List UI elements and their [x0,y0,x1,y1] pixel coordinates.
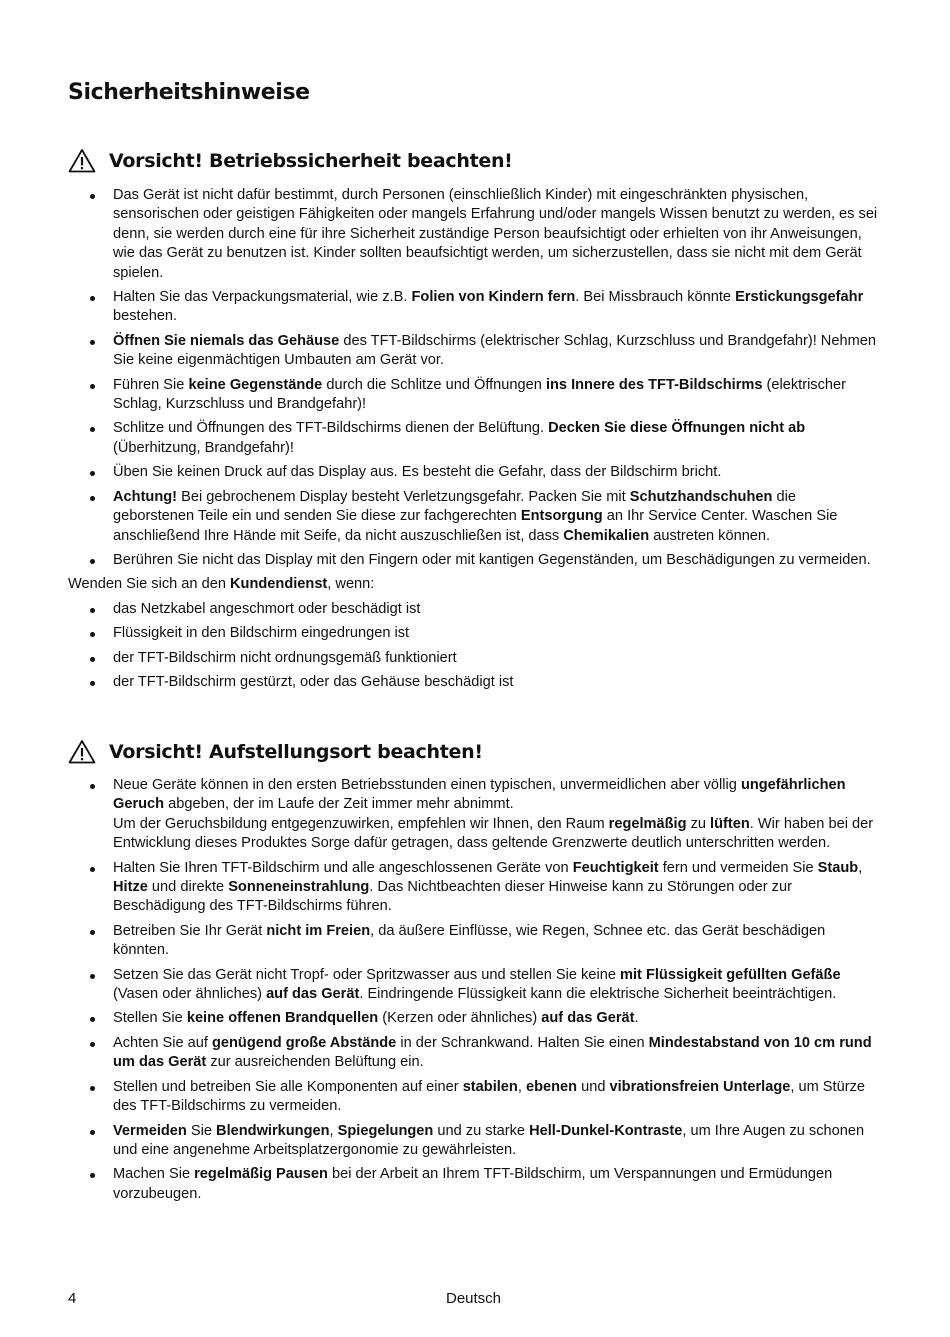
emphasis: nicht im Freien [266,922,371,939]
list-item: der TFT-Bildschirm gestürzt, oder das Gehäuse beschädigt ist [68,673,880,692]
list-item: Stellen Sie keine offenen Brandquellen (Kerzen oder ähnliches) auf das Gerät. [68,1009,880,1028]
warning-triangle-icon [68,148,96,173]
emphasis: Achtung! [113,488,178,505]
list-item: Vermeiden Sie Blendwirkungen, Spiegelungen und zu starke Hell-Dunkel-Kontraste, um Ihre Augen zu schonen und eine angenehme Arbeitsplatzergonomie zu gewährleisten. [68,1122,880,1161]
emphasis: keine offenen Brandquellen [186,1010,379,1027]
emphasis: Decken Sie diese Öffnungen nicht ab [548,420,806,437]
section-heading-installation-site [68,739,483,764]
emphasis: genügend große Abstände [211,1034,397,1051]
installation-list [68,776,880,1204]
list-item: Öffnen Sie niemals das Gehäuse des TFT-Bildschirms (elektrischer Schlag, Kurzschluss und Brandgefahr)! Nehmen Sie keine eigenmächtigen Umbauten am Gerät vor. [68,332,880,371]
emphasis: ebenen [525,1078,578,1095]
section-operating-safety [68,186,880,697]
list-item: Führen Sie keine Gegenstände durch die Schlitze und Öffnungen ins Innere des TFT-Bildschirms (elektrischer Schlag, Kurzschluss und Brandgefahr)! [68,376,880,415]
section-title: Vorsicht! Aufstellungsort beachten! [109,740,483,763]
service-intro: Wenden Sie sich an den Kundendienst, wenn: [68,576,375,593]
list-item: Schlitze und Öffnungen des TFT-Bildschirms dienen der Belüftung. Decken Sie diese Öffnungen nicht ab (Überhitzung, Brandgefahr)! [68,419,880,458]
emphasis: Hell-Dunkel-Kontraste [529,1122,683,1139]
list-item: Achtung! Bei gebrochenem Display besteht Verletzungsgefahr. Packen Sie mit Schutzhandschuhen die geborstenen Teile ein und senden Sie diese zur fachgerechten Entsorgung an Ihr Service Center. Waschen Sie anschließend Ihre Hände mit Seife, da nicht auszuschließen ist, dass Chemikalien austreten können. [68,488,880,546]
emphasis: Feuchtigkeit [572,859,659,876]
list-item: Achten Sie auf genügend große Abstände in der Schrankwand. Halten Sie einen Mindestabstand von 10 cm rund um das Gerät zur ausreichenden Belüftung ein. [68,1034,880,1073]
list-item: das Netzkabel angeschmort oder beschädigt ist [68,600,880,619]
emphasis: regelmäßig [608,815,687,832]
page-number: 4 [68,1290,77,1307]
emphasis: Chemikalien [563,527,650,544]
list-item: Halten Sie Ihren TFT-Bildschirm und alle angeschlossenen Geräte von Feuchtigkeit fern und vermeiden Sie Staub, Hitze und direkte Sonneneinstrahlung. Das Nichtbeachten dieser Hinweise kann zu Störungen oder zur Beschädigung des TFT-Bildschirms führen. [68,859,880,917]
safety-list [68,186,880,570]
list-item: Stellen und betreiben Sie alle Komponenten auf einer stabilen, ebenen und vibrationsfreien Unterlage, um Stürze des TFT-Bildschirms zu vermeiden. [68,1078,880,1117]
emphasis: Sonneneinstrahlung [228,879,370,896]
emphasis: regelmäßig Pausen [194,1166,328,1183]
emphasis: Blendwirkungen [216,1122,330,1139]
list-item: der TFT-Bildschirm nicht ordnungsgemäß funktioniert [68,649,880,668]
list-item: Machen Sie regelmäßig Pausen bei der Arbeit an Ihrem TFT-Bildschirm, um Verspannungen und Ermüdungen vorzubeugen. [68,1165,880,1204]
emphasis: Mindestabstand von 10 cm rund um das Gerät [113,1034,872,1071]
list-item: Betreiben Sie Ihr Gerät nicht im Freien, da äußere Einflüsse, wie Regen, Schnee etc. das Gerät beschädigen könnten. [68,922,880,961]
section-installation-site [68,776,880,1209]
emphasis: keine Gegenstände [188,376,323,393]
list-item: Flüssigkeit in den Bildschirm eingedrungen ist [68,624,880,643]
section-heading-operating-safety [68,148,513,173]
emphasis: stabilen [462,1078,518,1095]
emphasis: auf das Gerät [266,986,360,1003]
emphasis: Vermeiden [113,1122,187,1139]
emphasis: ins Innere des TFT-Bildschirms [545,376,763,393]
section-title: Vorsicht! Betriebssicherheit beachten! [109,149,513,172]
emphasis: ungefährlichen Geruch [113,777,846,813]
list-item: Neue Geräte können in den ersten Betriebsstunden einen typischen, unvermeidlichen aber völlig ungefährlichen Geruch abgeben, der im Laufe der Zeit immer mehr abnimmt. Um der Geruchsbildung entgegenzuwirken, empfehlen wir Ihnen, den Raum regelmäßig zu lüften. Wir haben bei der Entwicklung dieses Produktes Sorge dafür getragen, dass geltende Grenzwerte deutlich unterschritten werden. [68,776,880,854]
emphasis: Folien von Kindern fern [411,289,576,306]
emphasis: Entsorgung [520,508,603,525]
emphasis: Erstickungsgefahr [735,289,864,306]
emphasis: Hitze [113,879,148,896]
service-list [68,600,880,693]
emphasis: Kundendienst [230,576,328,593]
warning-triangle-icon [68,739,96,764]
emphasis: lüften [710,815,750,832]
list-item: Setzen Sie das Gerät nicht Tropf- oder Spritzwasser aus und stellen Sie keine mit Flüssigkeit gefüllten Gefäße (Vasen oder ähnliches) auf das Gerät. Eindringende Flüssigkeit kann die elektrische Sicherheit beeinträchtigen. [68,966,880,1005]
list-item: Berühren Sie nicht das Display mit den Fingern oder mit kantigen Gegenständen, um Beschädigungen zu vermeiden. [68,551,880,570]
page-title: Sicherheitshinweise [68,80,310,105]
list-item: Üben Sie keinen Druck auf das Display aus. Es besteht die Gefahr, dass der Bildschirm bricht. [68,463,880,482]
emphasis: auf das Gerät [541,1010,635,1027]
emphasis: Staub [817,859,859,876]
emphasis: Schutzhandschuhen [629,488,773,505]
emphasis: Öffnen Sie niemals das Gehäuse [113,332,340,349]
emphasis: mit Flüssigkeit gefüllten Gefäße [620,966,841,983]
emphasis: vibrationsfreien Unterlage [609,1078,791,1095]
list-item: Halten Sie das Verpackungsmaterial, wie z.B. Folien von Kindern fern. Bei Missbrauch könnte Erstickungsgefahr bestehen. [68,288,880,327]
emphasis: Spiegelungen [337,1122,434,1139]
footer-language: Deutsch [446,1290,502,1307]
list-item: Das Gerät ist nicht dafür bestimmt, durch Personen (einschließlich Kinder) mit eingeschränkten physischen, sensorischen oder geistigen Fähigkeiten oder mangels Erfahrung und/oder mangels Wissen benutzt zu werden, es sei denn, sie werden durch eine für ihre Sicherheit zuständige Person beaufsichtigt oder erhielten von ihr Anweisungen, wie das Gerät zu benutzen ist. Kinder sollten beaufsichtigt werden, um sicherzustellen, dass sie nicht mit dem Gerät spielen. [68,186,880,283]
